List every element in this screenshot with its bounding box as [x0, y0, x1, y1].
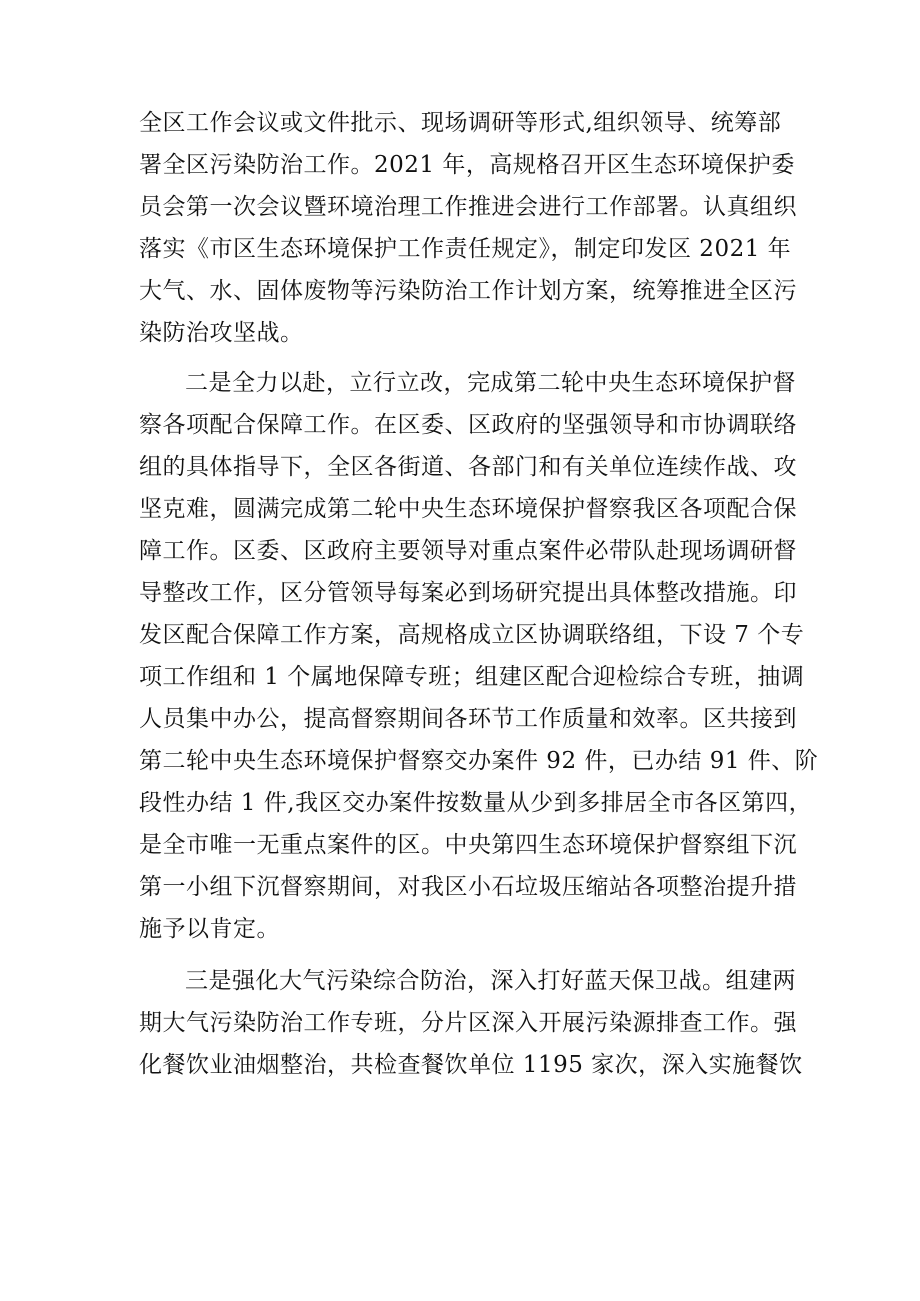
- paragraph-2-line-9: 人员集中办公，提高督察期间各环节工作质量和效率。区共接到: [139, 706, 797, 732]
- paragraph-3-line-2: 期大气污染防治工作专班，分片区深入开展污染源排查工作。强: [139, 1010, 797, 1036]
- paragraph-2-line-3: 组的具体指导下，全区各街道、各部门和有关单位连续作战、攻: [139, 454, 797, 480]
- paragraph-2-line-13: 第一小组下沉督察期间，对我区小石垃圾压缩站各项整治提升措: [139, 874, 797, 900]
- paragraph-3-line-1: 三是强化大气污染综合防治，深入打好蓝天保卫战。组建两: [185, 968, 796, 994]
- paragraph-2-line-12: 是全市唯一无重点案件的区。中央第四生态环境保护督察组下沉: [139, 832, 797, 858]
- paragraph-1-line-3: 员会第一次会议暨环境治理工作推进会进行工作部署。认真组织: [139, 194, 797, 220]
- paragraph-2-line-4: 坚克难，圆满完成第二轮中央生态环境保护督察我区各项配合保: [139, 496, 797, 522]
- paragraph-2-line-11: 段性办结 1 件,我区交办案件按数量从少到多排居全市各区第四，: [139, 790, 813, 816]
- paragraph-2-line-14: 施予以肯定。: [139, 916, 280, 942]
- paragraph-2-line-7: 发区配合保障工作方案，高规格成立区协调联络组，下设 7 个专: [139, 622, 805, 648]
- paragraph-1-line-2: 署全区污染防治工作。2021 年，高规格召开区生态环境保护委: [139, 152, 795, 178]
- paragraph-3-line-3: 化餐饮业油烟整治，共检查餐饮单位 1195 家次，深入实施餐饮: [139, 1052, 803, 1078]
- paragraph-1-line-5: 大气、水、固体废物等污染防治工作计划方案，统筹推进全区污: [139, 278, 797, 304]
- paragraph-2-line-6: 导整改工作，区分管领导每案必到场研究提出具体整改措施。印: [139, 580, 797, 606]
- paragraph-1-line-6: 染防治攻坚战。: [139, 320, 304, 346]
- paragraph-2-line-5: 障工作。区委、区政府主要领导对重点案件必带队赴现场调研督: [139, 538, 797, 564]
- paragraph-2-line-8: 项工作组和 1 个属地保障专班；组建区配合迎检综合专班，抽调: [139, 664, 805, 690]
- paragraph-2-line-1: 二是全力以赴，立行立改，完成第二轮中央生态环境保护督: [185, 370, 796, 396]
- paragraph-2-line-2: 察各项配合保障工作。在区委、区政府的坚强领导和市协调联络: [139, 412, 797, 438]
- paragraph-1-line-4: 落实《市区生态环境保护工作责任规定》，制定印发区 2021 年: [139, 236, 792, 262]
- paragraph-1-line-1: 全区工作会议或文件批示、现场调研等形式,组织领导、统筹部: [139, 110, 782, 136]
- paragraph-2-line-10: 第二轮中央生态环境保护督察交办案件 92 件，已办结 91 件、阶: [139, 748, 819, 774]
